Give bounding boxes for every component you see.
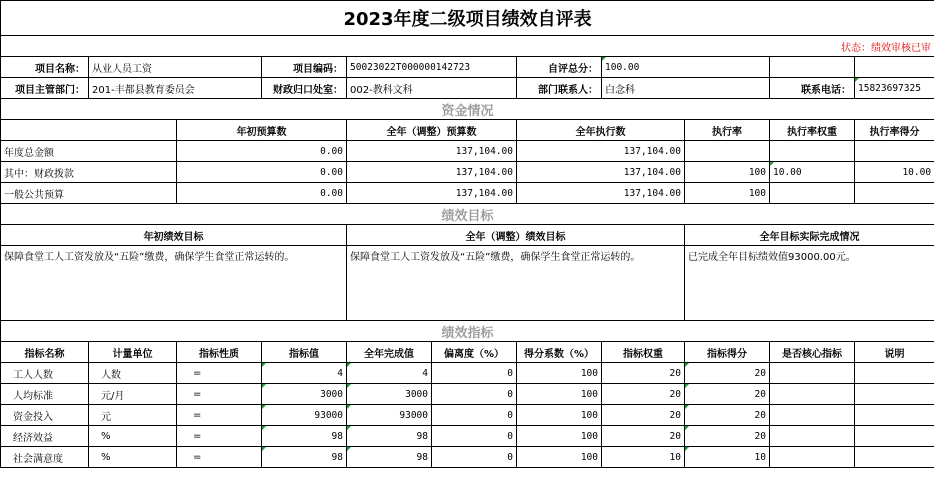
table-row: [1, 426, 934, 447]
fund-rate: 100: [685, 183, 770, 204]
dept: 201-丰都县教育委员会: [89, 78, 262, 99]
fund-weight: [770, 183, 855, 204]
ind-deviation: 0: [432, 447, 517, 468]
ind-header-target: 指标值: [262, 342, 347, 363]
ind-unit: 元: [89, 405, 177, 426]
empty-cell: [855, 57, 934, 78]
ind-target: 4: [262, 363, 347, 384]
fund-weight: 10.00: [770, 162, 855, 183]
ind-name: 人均标准: [1, 384, 89, 405]
project-name-label: 项目名称：: [1, 57, 89, 78]
goals-header-actual: 全年目标实际完成情况: [685, 225, 934, 246]
ind-nature: =: [177, 447, 262, 468]
fund-name: 一般公共预算: [1, 183, 177, 204]
funds-header-score: 执行率得分: [855, 120, 934, 141]
goals-section-title: 绩效目标: [1, 204, 934, 225]
status-badge: 状态：绩效审核已审: [1, 36, 934, 57]
contact: 白念科: [602, 78, 770, 99]
ind-deviation: 0: [432, 384, 517, 405]
ind-weight: 20: [602, 405, 685, 426]
ind-coefficient: 100: [517, 363, 602, 384]
funds-header-adjusted: 全年（调整）预算数: [347, 120, 517, 141]
ind-core: [770, 405, 855, 426]
project-code: 50023022T000000142723: [347, 57, 517, 78]
ind-weight: 20: [602, 384, 685, 405]
fund-executed: 137,104.00: [517, 141, 685, 162]
funds-section-title: 资金情况: [1, 99, 934, 120]
office: 002-教科文科: [347, 78, 517, 99]
funds-header-weight: 执行率权重: [770, 120, 855, 141]
ind-target: 98: [262, 447, 347, 468]
goal-initial-text: 保障食堂工人工资发放及“五险”缴费，确保学生食堂正常运转的。: [1, 246, 347, 321]
ind-nature: =: [177, 405, 262, 426]
ind-score: 20: [685, 405, 770, 426]
table-row: [1, 141, 934, 162]
ind-coefficient: 100: [517, 447, 602, 468]
ind-header-done: 全年完成值: [347, 342, 432, 363]
table-row: [1, 384, 934, 405]
ind-header-nature: 指标性质: [177, 342, 262, 363]
ind-score: 20: [685, 363, 770, 384]
fund-initial: 0.00: [177, 183, 347, 204]
ind-score: 20: [685, 426, 770, 447]
ind-done: 98: [347, 447, 432, 468]
ind-note: [855, 384, 934, 405]
ind-unit: %: [89, 426, 177, 447]
ind-note: [855, 447, 934, 468]
ind-unit: 元/月: [89, 384, 177, 405]
goal-actual-text: 已完成全年目标绩效值93000.00元。: [685, 246, 934, 321]
phone-label: 联系电话：: [770, 78, 855, 99]
ind-nature: =: [177, 426, 262, 447]
ind-note: [855, 426, 934, 447]
ind-core: [770, 447, 855, 468]
table-row: [1, 405, 934, 426]
fund-adjusted: 137,104.00: [347, 183, 517, 204]
ind-weight: 10: [602, 447, 685, 468]
table-row: [1, 363, 934, 384]
ind-score: 10: [685, 447, 770, 468]
ind-note: [855, 405, 934, 426]
ind-core: [770, 384, 855, 405]
ind-header-deviation: 偏离度（%）: [432, 342, 517, 363]
indicators-section-title: 绩效指标: [1, 321, 934, 342]
ind-weight: 20: [602, 363, 685, 384]
ind-name: 工人人数: [1, 363, 89, 384]
ind-target: 3000: [262, 384, 347, 405]
fund-initial: 0.00: [177, 162, 347, 183]
ind-done: 4: [347, 363, 432, 384]
ind-name: 社会满意度: [1, 447, 89, 468]
ind-name: 经济效益: [1, 426, 89, 447]
fund-executed: 137,104.00: [517, 162, 685, 183]
ind-deviation: 0: [432, 363, 517, 384]
ind-nature: =: [177, 363, 262, 384]
ind-header-core: 是否核心指标: [770, 342, 855, 363]
fund-score: [855, 183, 934, 204]
ind-nature: =: [177, 384, 262, 405]
fund-rate: [685, 141, 770, 162]
funds-header-rate: 执行率: [685, 120, 770, 141]
ind-header-weight: 指标权重: [602, 342, 685, 363]
ind-coefficient: 100: [517, 426, 602, 447]
funds-header-initial: 年初预算数: [177, 120, 347, 141]
ind-unit: 人数: [89, 363, 177, 384]
ind-done: 98: [347, 426, 432, 447]
fund-adjusted: 137,104.00: [347, 162, 517, 183]
ind-done: 93000: [347, 405, 432, 426]
page-title: 2023年度二级项目绩效自评表: [1, 1, 934, 36]
ind-header-coefficient: 得分系数（%）: [517, 342, 602, 363]
ind-note: [855, 363, 934, 384]
fund-weight: [770, 141, 855, 162]
ind-header-note: 说明: [855, 342, 934, 363]
ind-unit: %: [89, 447, 177, 468]
fund-score: 10.00: [855, 162, 934, 183]
office-label: 财政归口处室：: [262, 78, 347, 99]
ind-target: 93000: [262, 405, 347, 426]
phone: 15823697325: [855, 78, 934, 99]
fund-initial: 0.00: [177, 141, 347, 162]
contact-label: 部门联系人：: [517, 78, 602, 99]
funds-header-executed: 全年执行数: [517, 120, 685, 141]
ind-weight: 20: [602, 426, 685, 447]
fund-executed: 137,104.00: [517, 183, 685, 204]
project-code-label: 项目编码：: [262, 57, 347, 78]
table-row: [1, 162, 934, 183]
ind-deviation: 0: [432, 426, 517, 447]
score-label: 自评总分：: [517, 57, 602, 78]
ind-header-unit: 计量单位: [89, 342, 177, 363]
ind-header-name: 指标名称: [1, 342, 89, 363]
ind-core: [770, 363, 855, 384]
fund-name: 其中：财政拨款: [1, 162, 177, 183]
ind-target: 98: [262, 426, 347, 447]
dept-label: 项目主管部门：: [1, 78, 89, 99]
ind-done: 3000: [347, 384, 432, 405]
ind-header-score: 指标得分: [685, 342, 770, 363]
goal-adjusted-text: 保障食堂工人工资发放及“五险”缴费，确保学生食堂正常运转的。: [347, 246, 685, 321]
ind-core: [770, 426, 855, 447]
total-score: 100.00: [602, 57, 770, 78]
fund-score: [855, 141, 934, 162]
ind-deviation: 0: [432, 405, 517, 426]
fund-rate: 100: [685, 162, 770, 183]
fund-adjusted: 137,104.00: [347, 141, 517, 162]
table-row: [1, 183, 934, 204]
ind-score: 20: [685, 384, 770, 405]
project-name: 从业人员工资: [89, 57, 262, 78]
table-row: [1, 447, 934, 468]
funds-header-blank: [1, 120, 177, 141]
ind-coefficient: 100: [517, 384, 602, 405]
ind-name: 资金投入: [1, 405, 89, 426]
goals-header-initial: 年初绩效目标: [1, 225, 347, 246]
fund-name: 年度总金额: [1, 141, 177, 162]
ind-coefficient: 100: [517, 405, 602, 426]
empty-cell: [770, 57, 855, 78]
goals-header-adjusted: 全年（调整）绩效目标: [347, 225, 685, 246]
